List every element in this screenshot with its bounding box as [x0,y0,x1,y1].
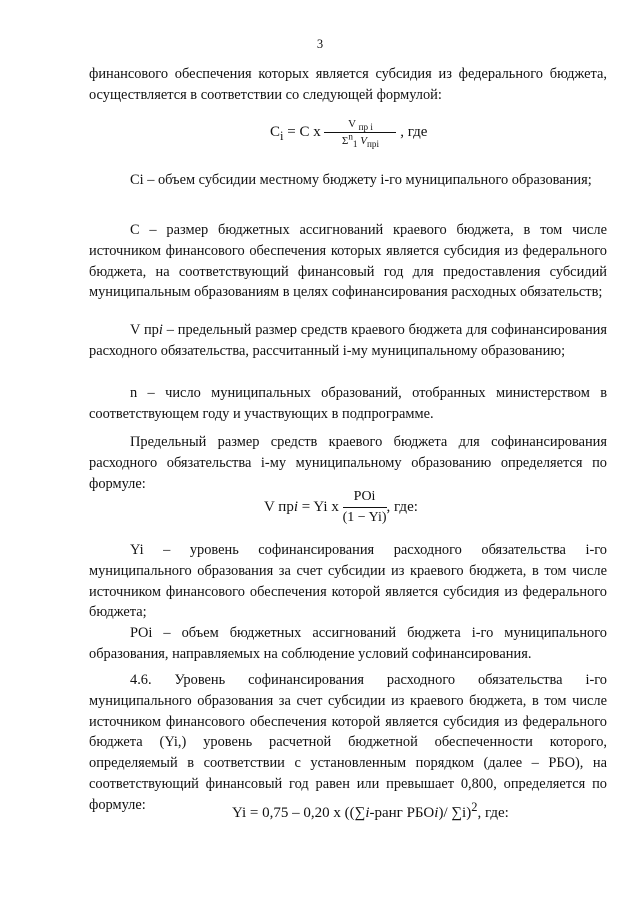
formula-subsidy-eq: = C x [283,123,321,140]
formula-limit-tail: , где: [386,498,418,515]
formula-limit-fraction [343,488,387,527]
formula-subsidy [270,117,427,148]
formula-subsidy-lhs: C [270,123,281,140]
formula-limit [264,488,418,527]
formula-subsidy-lhs-sub: i [280,128,284,143]
formula-subsidy-sum-sup: n [348,131,353,142]
formula-limit-lhs-italic: i [293,498,299,515]
definition-c: С – размер бюджетных ассигнований краевого бюджета, в том числе источником финансового обеспечения которых является субсидия из федерального бюджета, на соответствующий финансовый год для предоставления субсидий муниципальным образованиям в целях софинансирования расходных обязательств; [89,222,607,301]
definition-n: n – число муниципальных образований, отобранных министерством в соответствующем году и участвующих в подпрограмме. [89,385,607,422]
paragraph-intro: финансового обеспечения которых является субсидия из федерального бюджета, осуществляется в соответствии со следующей формулой: [89,66,607,103]
formula-subsidy-den-sub: прi [366,139,379,150]
formula-yi-part1: Yi = 0,75 – 0,20 x ((∑ [232,805,366,821]
formula-subsidy-num-sub: пр i [358,122,373,133]
formula-yi-part4: i [434,805,439,821]
formula-subsidy-num-v: V [348,118,356,130]
formula-yi-part3: -ранг РБО [369,805,435,821]
definition-v-rest: – предельный размер средств краевого бюджета для софинансирования расходного обязательства, рассчитанный i-му муниципальному образованию; [89,322,607,359]
definition-yi: Yi – уровень софинансирования расходного обязательства i-го муниципального образования за счет субсидии из краевого бюджета, в том числе источником финансового обеспечения которой является субсидия из федерального бюджета; [89,542,607,621]
formula-subsidy-denominator [324,133,396,148]
formula-yi-part2: i [365,805,370,821]
definition-poi: POi – объем бюджетных ассигнований бюджета i-го муниципального образования, направляемых на соблюдение условий софинансирования. [89,625,607,662]
formula-limit-eq: = Yi x [298,498,339,515]
formula-limit-numerator: POi [343,488,387,508]
paragraph-4-6: 4.6. Уровень софинансирования расходного обязательства i-го муниципального образования за счет субсидии из краевого бюджета, в том числе источником финансового обеспечения которой является субсидия из федерального бюджета (Yi,) уровень расчетной бюджетной обеспеченности которого, определяемый в соответствии с установленным порядком (далее – РБО), на соответствующий финансовый год равен или превышает 0,800, определяется по формуле: [89,672,607,813]
definition-v-prefix: V пр [130,322,159,338]
formula-subsidy-numerator [324,117,396,133]
paragraph-limit: Предельный размер средств краевого бюджета для софинансирования расходного обязательства i-му муниципальному образованию определяется по формуле: [89,434,607,492]
formula-yi [232,800,509,824]
formula-limit-lhs: V пр [264,498,294,515]
page-number: 3 [316,37,324,51]
formula-subsidy-tail: , где [400,123,428,140]
formula-limit-denominator: (1 − Yi) [342,510,387,525]
definition-v-italic: i [158,322,163,338]
formula-subsidy-sum-sub: 1 [352,139,358,150]
formula-subsidy-fraction [324,117,396,148]
definition-v [89,320,607,362]
formula-subsidy-sum: Σ [341,135,349,147]
formula-subsidy-den-v: V [360,135,367,147]
formula-yi-part5: )/ ∑i) [438,805,472,821]
definition-ci: Ci – объем субсидии местному бюджету i-го муниципального образования; [130,172,592,188]
formula-yi-sup: 2 [471,800,478,814]
formula-yi-tail: , где: [477,805,509,821]
